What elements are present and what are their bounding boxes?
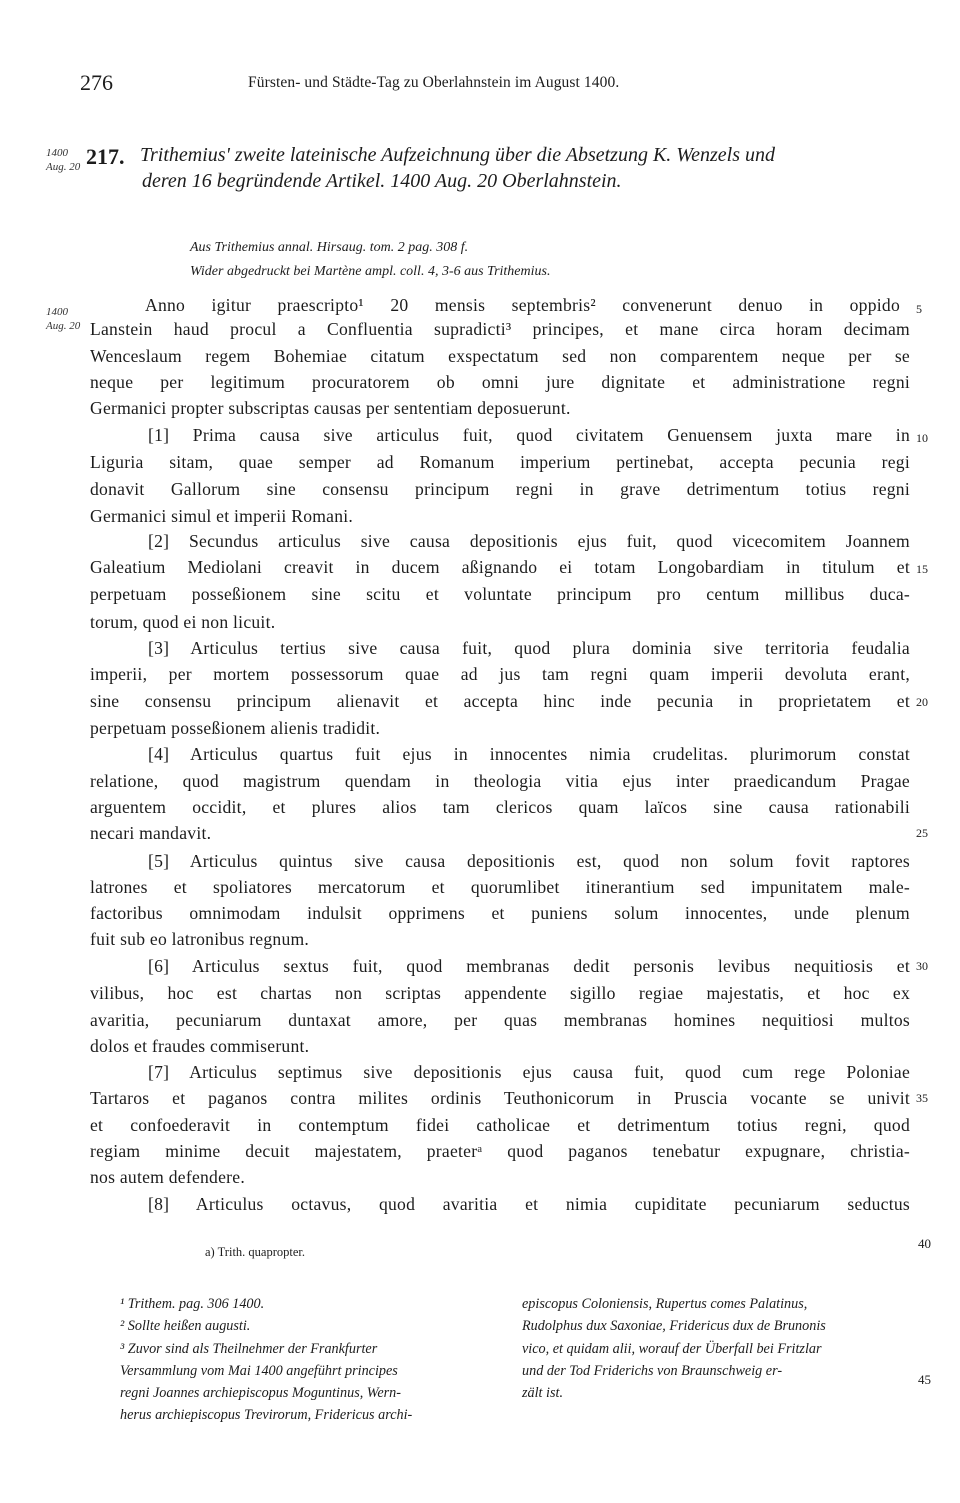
body-line: necari mandavit. bbox=[90, 823, 212, 843]
body-line: [5] Articulus quintus sive causa depositionis est, quod non solum fovit raptores bbox=[148, 851, 910, 871]
margin-date-heading bbox=[46, 146, 80, 174]
margin-date-body bbox=[46, 305, 80, 333]
footnote-left: regni Joannes archiepiscopus Moguntinus, Wern- bbox=[120, 1385, 401, 1401]
source-line-1: Aus Trithemius annal. Hirsaug. tom. 2 pag. 308 f. bbox=[190, 240, 469, 255]
margin-date-body-day: Aug. 20 bbox=[46, 320, 81, 332]
footnote-right: zält ist. bbox=[522, 1385, 563, 1401]
line-number: 40 bbox=[918, 1236, 931, 1251]
line-number: 35 bbox=[916, 1091, 928, 1105]
body-line: [6] Articulus sextus fuit, quod membranas dedit personis levibus nequitiosis et bbox=[148, 956, 910, 976]
body-line: [8] Articulus octavus, quod avaritia et nimia cupiditate pecuniarum seductus bbox=[148, 1194, 910, 1214]
margin-date-day: Aug. 20 bbox=[46, 161, 81, 173]
document-number: 217. bbox=[86, 144, 125, 169]
body-line: vilibus, hoc est chartas non scriptas appendente sigillo regiae majestatis, et hoc ex bbox=[90, 983, 910, 1003]
body-line: Wenceslaum regem Bohemiae citatum exspectatum sed non comparentem neque per se bbox=[90, 346, 910, 366]
line-number: 15 bbox=[916, 562, 928, 576]
body-line: [3] Articulus tertius sive causa fuit, quod plura dominia sive territoria feudalia bbox=[148, 638, 910, 658]
body-line: perpetuam posseßionem alienis tradidit. bbox=[90, 718, 381, 738]
footnote-left: ³ Zuvor sind als Theilnehmer der Frankfurter bbox=[120, 1341, 378, 1357]
footnote-left: Versammlung vom Mai 1400 angeführt principes bbox=[120, 1363, 398, 1379]
footnote-a: a) Trith. quapropter. bbox=[205, 1245, 305, 1259]
body-line: neque per legitimum procuratorem ob omni jure dignitate et administratione regni bbox=[90, 372, 910, 392]
body-line: Tartaros et paganos contra milites ordinis Teuthonicorum in Pruscia vocante se univit bbox=[90, 1088, 910, 1108]
body-line: donavit Gallorum sine consensu principum regni in grave detrimentum totius regni bbox=[90, 479, 910, 499]
footnote-right: Rudolphus dux Saxoniae, Fridericus dux de Brunonis bbox=[522, 1318, 826, 1334]
footnote-left: ² Sollte heißen augusti. bbox=[120, 1318, 251, 1334]
document-title-line-1: Trithemius' zweite lateinische Aufzeichnung über die Absetzung K. Wenzels und bbox=[140, 144, 775, 166]
line-number: 30 bbox=[916, 959, 928, 973]
body-line: Liguria sitam, quae semper ad Romanum imperium pertinebat, accepta pecunia regi bbox=[90, 452, 910, 472]
body-line: [1] Prima causa sive articulus fuit, quod civitatem Genuensem juxta mare in bbox=[148, 425, 910, 445]
body-line: sine consensu principum alienavit et accepta hinc inde pecunia in proprietatem et bbox=[90, 691, 910, 711]
line-number: 10 bbox=[916, 431, 928, 445]
body-line: et confoederavit in contemptum fidei catholicae et detrimentum totius regni, quod bbox=[90, 1115, 910, 1135]
body-line: relatione, quod magistrum quendam in theologia vitia ejus inter praedicandum Pragae bbox=[90, 771, 910, 791]
footnote-left: herus archiepiscopus Trevirorum, Fridericus archi- bbox=[120, 1407, 413, 1423]
body-line: imperii, per mortem possessorum quae ad jus tam regni quam imperii devoluta erant, bbox=[90, 664, 910, 684]
document-title-line-2: deren 16 begründende Artikel. 1400 Aug. 20 Oberlahnstein. bbox=[142, 170, 622, 192]
body-line: Germanici propter subscriptas causas per sententiam deposuerunt. bbox=[90, 398, 571, 418]
running-title: Fürsten- und Städte-Tag zu Oberlahnstein im August 1400. bbox=[248, 74, 620, 91]
footnote-right: und der Tod Friderichs von Braunschweig er- bbox=[522, 1363, 783, 1379]
body-line: [7] Articulus septimus sive depositionis ejus causa fuit, quod cum rege Poloniae bbox=[148, 1062, 910, 1082]
body-line: Anno igitur praescripto¹ 20 mensis septembris² convenerunt denuo in oppido bbox=[145, 295, 900, 315]
body-line: fuit sub eo latronibus regnum. bbox=[90, 929, 310, 949]
body-line: regiam minime decuit majestatem, praeterᵃ quod paganos tenebatur expugnare, christia- bbox=[90, 1141, 910, 1161]
body-line: dolos et fraudes commiserunt. bbox=[90, 1036, 310, 1056]
body-line: arguentem occidit, et plures alios tam clericos quam laïcos sine causa rationabili bbox=[90, 797, 910, 817]
body-line: nos autem defendere. bbox=[90, 1167, 245, 1187]
body-line: torum, quod ei non licuit. bbox=[90, 612, 276, 632]
margin-date-body-year: 1400 bbox=[46, 306, 68, 318]
body-line: avaritia, pecuniarum duntaxat amore, per quas membranas homines nequitiosi multos bbox=[90, 1010, 910, 1030]
margin-date-year: 1400 bbox=[46, 147, 68, 159]
source-line-2: Wider abgedruckt bei Martène ampl. coll. 4, 3-6 aus Trithemius. bbox=[190, 264, 551, 279]
line-number: 45 bbox=[918, 1372, 931, 1387]
body-line: [4] Articulus quartus fuit ejus in innocentes nimia crudelitas. plurimorum constat bbox=[148, 744, 910, 764]
body-line: factoribus omnimodam indulsit opprimens et puniens solum innocentes, unde plenum bbox=[90, 903, 910, 923]
body-line: Germanici simul et imperii Romani. bbox=[90, 506, 354, 526]
body-line: [2] Secundus articulus sive causa depositionis ejus fuit, quod vicecomitem Joannem bbox=[148, 531, 910, 551]
page-number: 276 bbox=[80, 70, 113, 95]
footnote-left: ¹ Trithem. pag. 306 1400. bbox=[120, 1296, 265, 1312]
line-number: 5 bbox=[916, 302, 922, 316]
body-line: Galeatium Mediolani creavit in ducem aßignando ei totam Longobardiam in titulum et bbox=[90, 557, 910, 577]
line-number: 25 bbox=[916, 826, 928, 840]
footnote-right: vico, et quidam alii, worauf der Überfall bei Fritzlar bbox=[522, 1341, 822, 1357]
body-line: perpetuam posseßionem sine scitu et voluntate principum pro centum millibus duca- bbox=[90, 584, 910, 604]
footnote-right: episcopus Coloniensis, Rupertus comes Palatinus, bbox=[522, 1296, 808, 1312]
line-number: 20 bbox=[916, 695, 928, 709]
body-line: Lanstein haud procul a Confluentia supradicti³ principes, et mane circa horam decimam bbox=[90, 319, 910, 339]
body-line: latrones et spoliatores mercatorum et quorumlibet itinerantium sed impunitatem male- bbox=[90, 877, 910, 897]
